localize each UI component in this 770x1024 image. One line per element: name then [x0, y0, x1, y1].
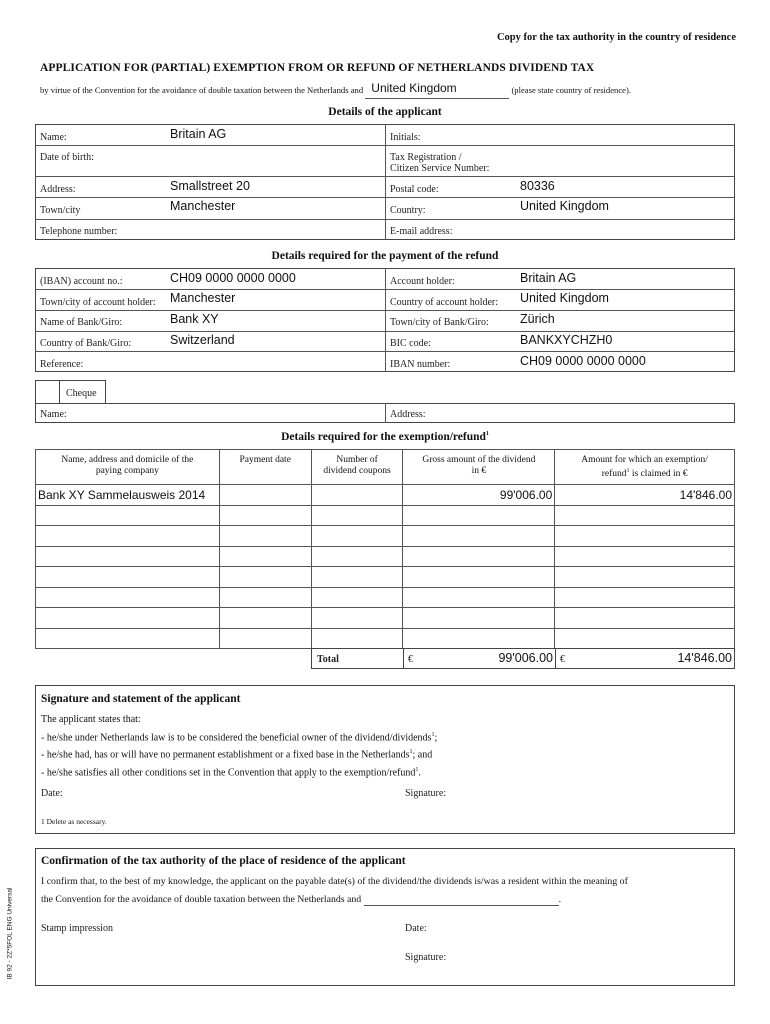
amount-cell[interactable]: [555, 608, 735, 629]
confirmation-signature-label: Signature:: [405, 952, 447, 963]
col-gross-header: Gross amount of the dividend in €: [403, 450, 555, 485]
total-row: [311, 648, 735, 669]
acct-town-field[interactable]: Manchester: [170, 291, 236, 305]
signature-statement: [41, 712, 437, 781]
statement-line2: - he/she had, has or will have no permanent establishment or a fixed base in the Netherlands$^1$; and: [41, 749, 433, 761]
col-amount-header: Amount for which an exemption/ refund$^1$ is claimed in €: [555, 450, 735, 485]
confirmation-country-field[interactable]: [364, 894, 559, 906]
company-cell[interactable]: [36, 628, 220, 649]
dob-label: Date of birth:: [40, 152, 94, 163]
gross-cell[interactable]: 99'006.00: [403, 485, 555, 506]
col-coupons-header: Number of dividend coupons: [311, 450, 403, 485]
subtitle-prefix: by virtue of the Convention for the avoidance of double taxation between the Netherlands and: [40, 85, 364, 95]
total-gross-field[interactable]: 99'006.00: [498, 651, 553, 665]
company-cell[interactable]: [36, 587, 220, 608]
exemption-row: [36, 567, 735, 588]
form-code: IB 92 - 2Z*5FOL ENG Universal: [6, 887, 14, 980]
amount-cell[interactable]: 14'846.00: [555, 485, 735, 506]
payment-heading: Details required for the payment of the refund: [271, 250, 499, 262]
exemption-row: [36, 505, 735, 526]
total-amount-currency: €: [560, 654, 565, 665]
coupons-cell[interactable]: [311, 526, 403, 547]
exemption-row: [36, 628, 735, 649]
bank-town-label: Town/city of Bank/Giro:: [390, 317, 489, 328]
coupons-cell[interactable]: [311, 505, 403, 526]
amount-cell[interactable]: [555, 505, 735, 526]
country-label: Country:: [390, 205, 426, 216]
company-cell[interactable]: Bank XY Sammelausweis 2014: [36, 485, 220, 506]
amount-cell[interactable]: [555, 587, 735, 608]
acct-town-label: Town/city of account holder:: [40, 297, 156, 308]
bank-field[interactable]: Bank XY: [170, 312, 219, 326]
exemption-row: [36, 587, 735, 608]
total-amount-field[interactable]: 14'846.00: [677, 651, 732, 665]
postal-field[interactable]: 80336: [520, 179, 555, 193]
cheque-label: Cheque: [66, 388, 97, 399]
phone-label: Telephone number:: [40, 226, 118, 237]
company-cell[interactable]: [36, 505, 220, 526]
acct-country-label: Country of account holder:: [390, 297, 499, 308]
gross-cell[interactable]: [403, 546, 555, 567]
bic-field[interactable]: BANKXYCHZH0: [520, 333, 613, 347]
taxreg-label-line2: Citizen Service Number:: [390, 163, 490, 174]
col-date-header: Payment date: [219, 450, 311, 485]
coupons-cell[interactable]: [311, 587, 403, 608]
payment-date-cell[interactable]: [219, 485, 311, 506]
company-cell[interactable]: [36, 546, 220, 567]
coupons-cell[interactable]: [311, 546, 403, 567]
company-cell[interactable]: [36, 567, 220, 588]
coupons-cell[interactable]: [311, 567, 403, 588]
exemption-header-row: [36, 450, 735, 485]
amount-cell[interactable]: [555, 567, 735, 588]
statement-line1: - he/she under Netherlands law is to be considered the beneficial owner of the dividend/dividends$^1$;: [41, 731, 438, 743]
payment-date-cell[interactable]: [219, 567, 311, 588]
payment-date-cell[interactable]: [219, 628, 311, 649]
cheque-checkbox[interactable]: [35, 380, 60, 404]
gross-cell[interactable]: [403, 567, 555, 588]
signature-footnote: 1 Delete as necessary.: [41, 817, 107, 826]
iban-number-field[interactable]: CH09 0000 0000 0000: [520, 354, 646, 368]
statement-line3: - he/she satisfies all other conditions set in the Convention that apply to the exemption/refund$^1$.: [41, 767, 421, 779]
reference-label: Reference:: [40, 359, 84, 370]
confirmation-text2-body: the Convention for the avoidance of double taxation between the Netherlands and: [41, 894, 362, 905]
name-field[interactable]: Britain AG: [170, 127, 227, 141]
statement-intro: The applicant states that:: [41, 714, 141, 725]
bic-label: BIC code:: [390, 338, 431, 349]
taxreg-label-line1: Tax Registration /: [390, 152, 462, 163]
gross-cell[interactable]: [403, 628, 555, 649]
gross-cell[interactable]: [403, 505, 555, 526]
residence-country-value: United Kingdom: [371, 81, 457, 95]
email-label: E-mail address:: [390, 226, 453, 237]
name-label: Name:: [40, 132, 67, 143]
amount-cell[interactable]: [555, 546, 735, 567]
total-label: Total: [317, 654, 339, 665]
gross-cell[interactable]: [403, 587, 555, 608]
exemption-row: [36, 526, 735, 547]
iban-label: (IBAN) account no.:: [40, 276, 123, 287]
exemption-table: [35, 449, 735, 649]
confirmation-text2: the Convention for the avoidance of double taxation between the Netherlands and .: [41, 894, 562, 905]
signature-label: Signature:: [405, 788, 447, 799]
payment-date-cell[interactable]: [219, 546, 311, 567]
amount-cell[interactable]: [555, 628, 735, 649]
acct-country-field[interactable]: United Kingdom: [520, 291, 609, 305]
bank-country-label: Country of Bank/Giro:: [40, 338, 132, 349]
iban-field[interactable]: CH09 0000 0000 0000: [170, 271, 296, 285]
cheque-name-label: Name:: [40, 409, 67, 420]
exemption-row: [36, 546, 735, 567]
company-cell[interactable]: [36, 526, 220, 547]
country-field[interactable]: United Kingdom: [520, 199, 609, 213]
total-gross-currency: €: [408, 654, 413, 665]
postal-label: Postal code:: [390, 184, 439, 195]
form-title: APPLICATION FOR (PARTIAL) EXEMPTION FROM OR REFUND OF NETHERLANDS DIVIDEND TAX: [40, 62, 595, 74]
confirmation-text1: I confirm that, to the best of my knowledge, the applicant on the payable date(s) of the dividend/the dividends is/was a resident within the meaning of: [41, 876, 628, 887]
coupons-cell[interactable]: [311, 485, 403, 506]
payment-date-cell[interactable]: [219, 587, 311, 608]
amount-cell[interactable]: [555, 526, 735, 547]
payment-date-cell[interactable]: [219, 526, 311, 547]
gross-cell[interactable]: [403, 526, 555, 547]
address-label: Address:: [40, 184, 76, 195]
exemption-heading-sup: 1: [485, 431, 489, 438]
confirmation-box: [35, 848, 735, 986]
exemption-heading: [0, 431, 770, 443]
bank-town-field[interactable]: Zürich: [520, 312, 555, 326]
town-label: Town/city: [40, 205, 81, 216]
signature-date-label: Date:: [41, 788, 63, 799]
iban-number-label: IBAN number:: [390, 359, 451, 370]
exemption-heading-text: Details required for the exemption/refund: [281, 431, 486, 443]
col-company-header: Name, address and domicile of the paying company: [36, 450, 220, 485]
coupons-cell[interactable]: [311, 628, 403, 649]
stamp-label: Stamp impression: [41, 923, 113, 934]
holder-field[interactable]: Britain AG: [520, 271, 577, 285]
initials-label: Initials:: [390, 132, 421, 143]
holder-label: Account holder:: [390, 276, 455, 287]
address-field[interactable]: Smallstreet 20: [170, 179, 250, 193]
town-field[interactable]: Manchester: [170, 199, 236, 213]
exemption-row: [36, 485, 735, 506]
cheque-address-label: Address:: [390, 409, 426, 420]
bank-label: Name of Bank/Giro:: [40, 317, 123, 328]
applicant-heading: Details of the applicant: [328, 106, 442, 118]
payment-date-cell[interactable]: [219, 505, 311, 526]
exemption-row: [36, 608, 735, 629]
taxreg-label: [390, 152, 489, 174]
payment-date-cell[interactable]: [219, 608, 311, 629]
confirmation-heading: Confirmation of the tax authority of the place of residence of the applicant: [41, 855, 406, 867]
company-cell[interactable]: [36, 608, 220, 629]
subtitle-suffix: (please state country of residence).: [511, 85, 631, 95]
residence-country-field[interactable]: [365, 81, 509, 99]
bank-country-field[interactable]: Switzerland: [170, 333, 235, 347]
coupons-cell[interactable]: [311, 608, 403, 629]
signature-heading: Signature and statement of the applicant: [41, 693, 241, 705]
copy-note: Copy for the tax authority in the country of residence: [496, 32, 736, 43]
gross-cell[interactable]: [403, 608, 555, 629]
form-subtitle: [40, 82, 631, 97]
confirmation-date-label: Date:: [405, 923, 427, 934]
